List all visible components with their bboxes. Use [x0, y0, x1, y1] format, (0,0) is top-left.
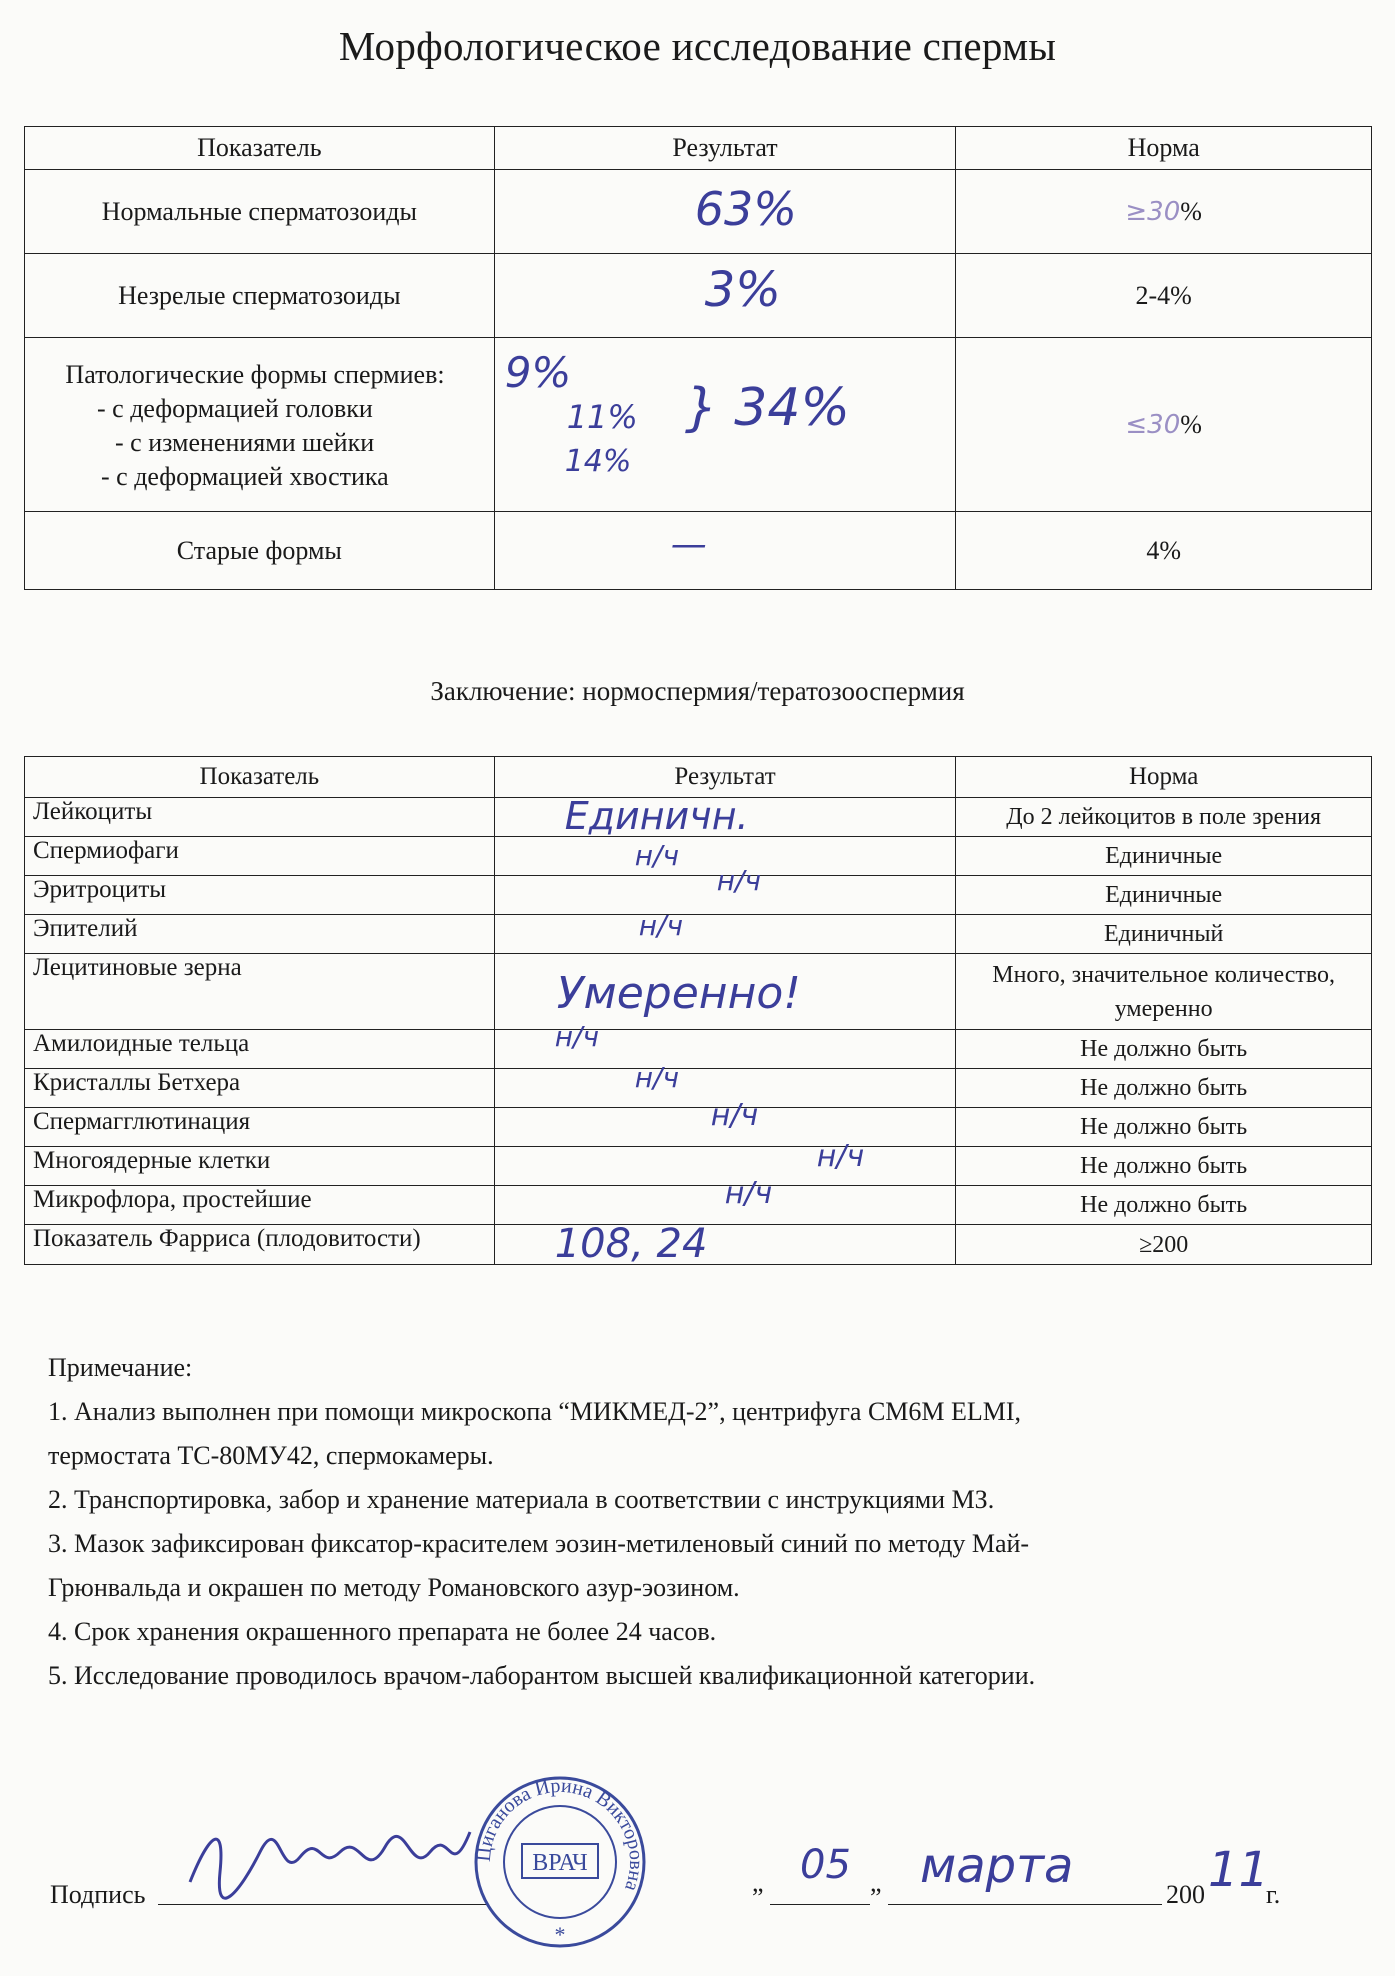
handwritten-result: н/ч [710, 1098, 759, 1133]
result-cell [494, 794, 956, 838]
norm-cell: Единичные [956, 876, 1372, 915]
microscopy-table [24, 756, 1372, 1265]
table-row [25, 915, 1372, 954]
handwritten-result: 63% [694, 182, 797, 236]
pathology-heading: Патологические формы спермиев: [65, 360, 445, 389]
indicator-cell: Старые формы [25, 512, 495, 590]
indicator-cell: Многоядерные клетки [25, 1147, 495, 1186]
header-norm: Норма [956, 127, 1372, 170]
header-norm: Норма [956, 757, 1372, 798]
header-indicator: Показатель [25, 127, 495, 170]
stamp-ring-text: Циганова Ирина Викторовна [472, 1774, 648, 1895]
note-line: 4. Срок хранения окрашенного препарата не более 24 часов. [48, 1617, 717, 1646]
handwritten-result: н/ч [716, 864, 762, 897]
date-year-unit: г. [1266, 1880, 1281, 1909]
indicator-cell: Амилоидные тельца [25, 1030, 495, 1069]
norm-cell: 4% [956, 512, 1372, 590]
norm-cell: Не должно быть [956, 1186, 1372, 1225]
date-year-suffix: 11 [1208, 1842, 1270, 1898]
table-row [25, 1225, 1372, 1265]
table-row [25, 1108, 1372, 1147]
result-cell [494, 170, 956, 254]
doctor-stamp [470, 1772, 650, 1952]
note-line: 5. Исследование проводилось врачом-лаборантом высшей квалификационной категории. [48, 1661, 1036, 1690]
header-result: Результат [494, 127, 956, 170]
table-row [25, 837, 1372, 876]
handwritten-result: Умеренно! [556, 968, 801, 1019]
pathology-sub-3: - с деформацией хвостика [101, 462, 389, 491]
pathology-sub-2: - с изменениями шейки [115, 428, 375, 457]
stamp-center-text: ВРАЧ [532, 1850, 588, 1876]
handwritten-result: н/ч [634, 839, 680, 872]
indicator-cell: Лецитиновые зерна [25, 954, 495, 1030]
date-quote-close: „ [870, 1868, 882, 1897]
result-cell [494, 909, 956, 954]
handwritten-result: н/ч [638, 909, 684, 942]
indicator-cell: Спермиофаги [25, 837, 495, 876]
norm-cell: ≥200 [956, 1225, 1372, 1265]
table-row [25, 254, 1372, 338]
handwritten-result: н/ч [724, 1176, 773, 1211]
result-cell [494, 954, 956, 1030]
table-row [25, 1069, 1372, 1108]
norm-cell [956, 170, 1372, 254]
notes-section [48, 1346, 1368, 1698]
result-cell [494, 1020, 956, 1069]
table-row [25, 798, 1372, 837]
norm-mark: ≥30 [1125, 196, 1181, 227]
norm-cell: До 2 лейкоцитов в поле зрения [956, 798, 1372, 837]
indicator-cell: Кристаллы Бетхера [25, 1069, 495, 1108]
table-row [25, 1030, 1372, 1069]
handwritten-total: } 34% [684, 378, 850, 438]
table-row [25, 876, 1372, 915]
note-line: 3. Мазок зафиксирован фиксатор-красителем эозин-метиленовый синий по методу Май- [48, 1529, 1030, 1558]
norm-cell: Единичный [956, 915, 1372, 954]
table-row [25, 954, 1372, 1030]
table-row [25, 1186, 1372, 1225]
table-header-row [25, 757, 1372, 798]
norm-cell: Не должно быть [956, 1030, 1372, 1069]
result-cell [494, 1221, 956, 1267]
result-cell [494, 864, 956, 915]
result-cell [494, 1098, 956, 1147]
notes-heading: Примечание: [48, 1353, 193, 1382]
table-row [25, 512, 1372, 590]
result-cell [494, 512, 956, 590]
indicator-cell [25, 338, 495, 512]
norm-cell: Не должно быть [956, 1069, 1372, 1108]
note-line: 2. Транспортировка, забор и хранение материала в соответствии с инструкциями МЗ. [48, 1485, 995, 1514]
handwritten-result: 3% [704, 262, 781, 318]
signature-scribble [180, 1812, 480, 1902]
result-cell [494, 338, 956, 512]
handwritten-sub-result-2: 11% [566, 398, 638, 436]
pathology-sub-1: - с деформацией головки [97, 394, 373, 423]
date-quote-open: „ [752, 1868, 764, 1897]
indicator-cell: Лейкоциты [25, 798, 495, 837]
handwritten-result: н/ч [816, 1139, 865, 1174]
indicator-cell: Нормальные сперматозоиды [25, 170, 495, 254]
date-day: 05 [800, 1842, 851, 1888]
indicator-cell: Микрофлора, простейшие [25, 1186, 495, 1225]
handwritten-result: 108, 24 [554, 1221, 708, 1267]
handwritten-sub-result-1: 9% [504, 348, 572, 397]
result-cell [494, 254, 956, 338]
note-line: Грюнвальда и окрашен по методу Романовского азур-эозином. [48, 1573, 740, 1602]
indicator-cell: Незрелые сперматозоиды [25, 254, 495, 338]
indicator-cell: Спермагглютинация [25, 1108, 495, 1147]
norm-cell [956, 338, 1372, 512]
header-result: Результат [494, 757, 956, 798]
conclusion: Заключение: нормоспермия/тератозооспермия [430, 676, 965, 706]
indicator-cell: Показатель Фарриса (плодовитости) [25, 1225, 495, 1265]
handwritten-result: Единичн. [564, 794, 749, 838]
header-indicator: Показатель [25, 757, 495, 798]
date-month: марта [920, 1838, 1074, 1894]
note-line: термостата ТС-80МУ42, спермокамеры. [48, 1441, 494, 1470]
signature-line [158, 1904, 488, 1905]
norm-cell: Не должно быть [956, 1108, 1372, 1147]
table-row [25, 338, 1372, 512]
handwritten-result: н/ч [634, 1061, 680, 1094]
date-year-prefix: 200 [1166, 1880, 1205, 1909]
handwritten-result: — [670, 524, 707, 565]
norm-cell: 2-4% [956, 254, 1372, 338]
note-line: 1. Анализ выполнен при помощи микроскопа “МИКМЕД-2”, центрифуга СМ6М ELMI, [48, 1397, 1022, 1426]
handwritten-result: н/ч [554, 1020, 600, 1053]
indicator-cell: Эпителий [25, 915, 495, 954]
table-row [25, 1147, 1372, 1186]
signature-stroke [190, 1832, 470, 1898]
date-month-line [888, 1904, 1162, 1905]
norm-mark: ≤30 [1125, 409, 1181, 440]
result-cell [494, 1176, 956, 1225]
table-row [25, 170, 1372, 254]
document-title: Морфологическое исследование спермы [338, 23, 1057, 69]
date-day-line [770, 1904, 870, 1905]
norm-cell: Много, значительное количество, умеренно [956, 954, 1372, 1030]
morphology-table [24, 126, 1372, 590]
indicator-cell: Эритроциты [25, 876, 495, 915]
norm-percent: % [1180, 196, 1202, 226]
stamp-star: * [554, 1922, 566, 1947]
signature-label: Подпись [50, 1880, 146, 1909]
norm-percent: % [1180, 409, 1202, 439]
norm-cell: Единичные [956, 837, 1372, 876]
table-header-row [25, 127, 1372, 170]
norm-cell: Не должно быть [956, 1147, 1372, 1186]
handwritten-sub-result-3: 14% [564, 444, 632, 479]
